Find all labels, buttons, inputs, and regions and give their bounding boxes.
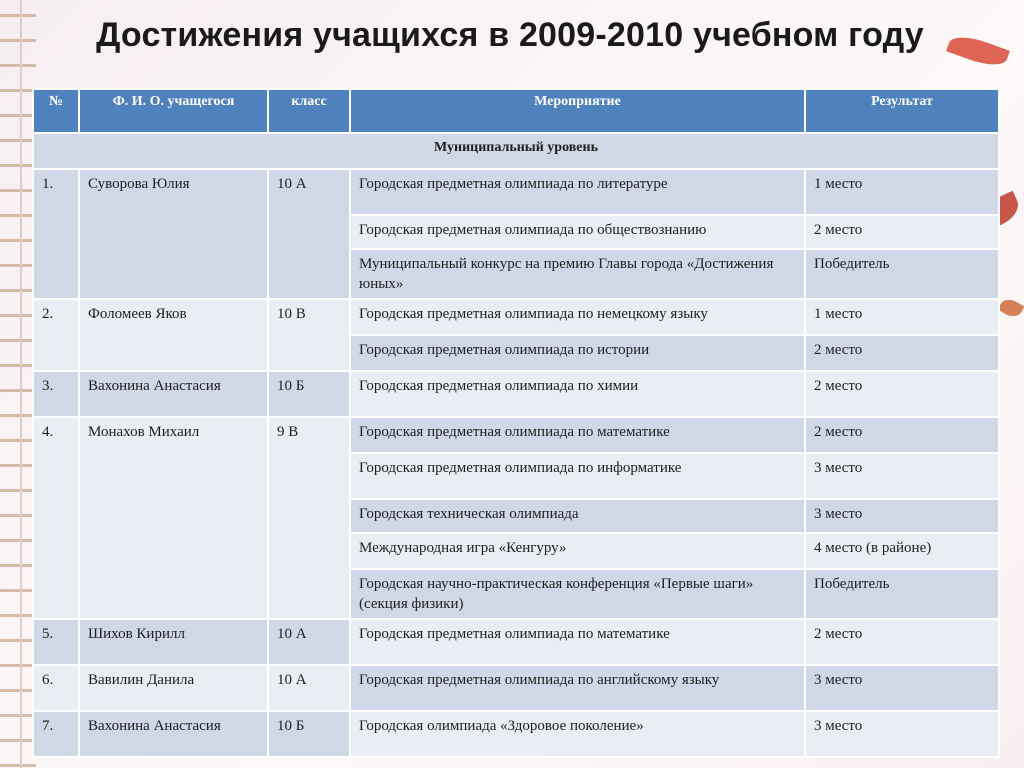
table-body	[33, 133, 999, 757]
event-cell: Муниципальный конкурс на премию Главы города «Достижения юных»	[350, 249, 805, 299]
result-cell: 4 место (в районе)	[805, 533, 999, 569]
header-class: класс	[268, 89, 350, 133]
student-class: 10 Б	[268, 711, 350, 757]
result-cell: 3 место	[805, 665, 999, 711]
event-cell: Городская предметная олимпиада по истории	[350, 335, 805, 371]
level-label: Муниципальный уровень	[33, 133, 999, 169]
student-name: Вахонина Анастасия	[79, 371, 268, 417]
student-number: 7.	[33, 711, 79, 757]
student-class: 10 Б	[268, 371, 350, 417]
student-number: 4.	[33, 417, 79, 619]
result-cell: 1 место	[805, 169, 999, 215]
student-number: 5.	[33, 619, 79, 665]
student-class: 9 В	[268, 417, 350, 619]
student-name: Фоломеев Яков	[79, 299, 268, 371]
event-cell: Городская предметная олимпиада по химии	[350, 371, 805, 417]
event-cell: Городская техническая олимпиада	[350, 499, 805, 533]
result-cell: 2 место	[805, 371, 999, 417]
event-cell: Городская предметная олимпиада по английскому языку	[350, 665, 805, 711]
student-number: 3.	[33, 371, 79, 417]
event-cell: Городская предметная олимпиада по математике	[350, 619, 805, 665]
result-cell: 1 место	[805, 299, 999, 335]
student-name: Вахонина Анастасия	[79, 711, 268, 757]
result-cell: 2 место	[805, 215, 999, 249]
table-header-row	[33, 89, 999, 133]
result-cell: 2 место	[805, 619, 999, 665]
student-class: 10 А	[268, 169, 350, 299]
event-cell: Международная игра «Кенгуру»	[350, 533, 805, 569]
student-name: Шихов Кирилл	[79, 619, 268, 665]
table-row	[33, 371, 999, 417]
table-row	[33, 619, 999, 665]
margin-line	[20, 0, 22, 768]
result-cell: 3 место	[805, 453, 999, 499]
result-cell: 2 место	[805, 417, 999, 453]
student-number: 6.	[33, 665, 79, 711]
student-name: Монахов Михаил	[79, 417, 268, 619]
result-cell: 3 место	[805, 711, 999, 757]
header-event: Мероприятие	[350, 89, 805, 133]
header-name: Ф. И. О. учащегося	[79, 89, 268, 133]
event-cell: Городская предметная олимпиада по информатике	[350, 453, 805, 499]
table-row	[33, 665, 999, 711]
achievements-table	[32, 88, 1000, 758]
header-result: Результат	[805, 89, 999, 133]
page-title: Достижения учащихся в 2009-2010 учебном году	[96, 16, 924, 54]
event-cell: Городская научно-практическая конференция «Первые шаги» (секция физики)	[350, 569, 805, 619]
student-name: Вавилин Данила	[79, 665, 268, 711]
student-number: 2.	[33, 299, 79, 371]
student-class: 10 А	[268, 665, 350, 711]
result-cell: Победитель	[805, 569, 999, 619]
table-row	[33, 169, 999, 215]
header-number: №	[33, 89, 79, 133]
event-cell: Городская олимпиада «Здоровое поколение»	[350, 711, 805, 757]
result-cell: 2 место	[805, 335, 999, 371]
table-row	[33, 417, 999, 453]
table-row	[33, 299, 999, 335]
student-number: 1.	[33, 169, 79, 299]
event-cell: Городская предметная олимпиада по немецкому языку	[350, 299, 805, 335]
result-cell: 3 место	[805, 499, 999, 533]
result-cell: Победитель	[805, 249, 999, 299]
leaf-icon	[997, 296, 1024, 321]
event-cell: Городская предметная олимпиада по математике	[350, 417, 805, 453]
notebook-spiral	[0, 0, 36, 768]
event-cell: Городская предметная олимпиада по обществознанию	[350, 215, 805, 249]
event-cell: Городская предметная олимпиада по литературе	[350, 169, 805, 215]
table-row	[33, 711, 999, 757]
student-name: Суворова Юлия	[79, 169, 268, 299]
student-class: 10 В	[268, 299, 350, 371]
student-class: 10 А	[268, 619, 350, 665]
level-row	[33, 133, 999, 169]
